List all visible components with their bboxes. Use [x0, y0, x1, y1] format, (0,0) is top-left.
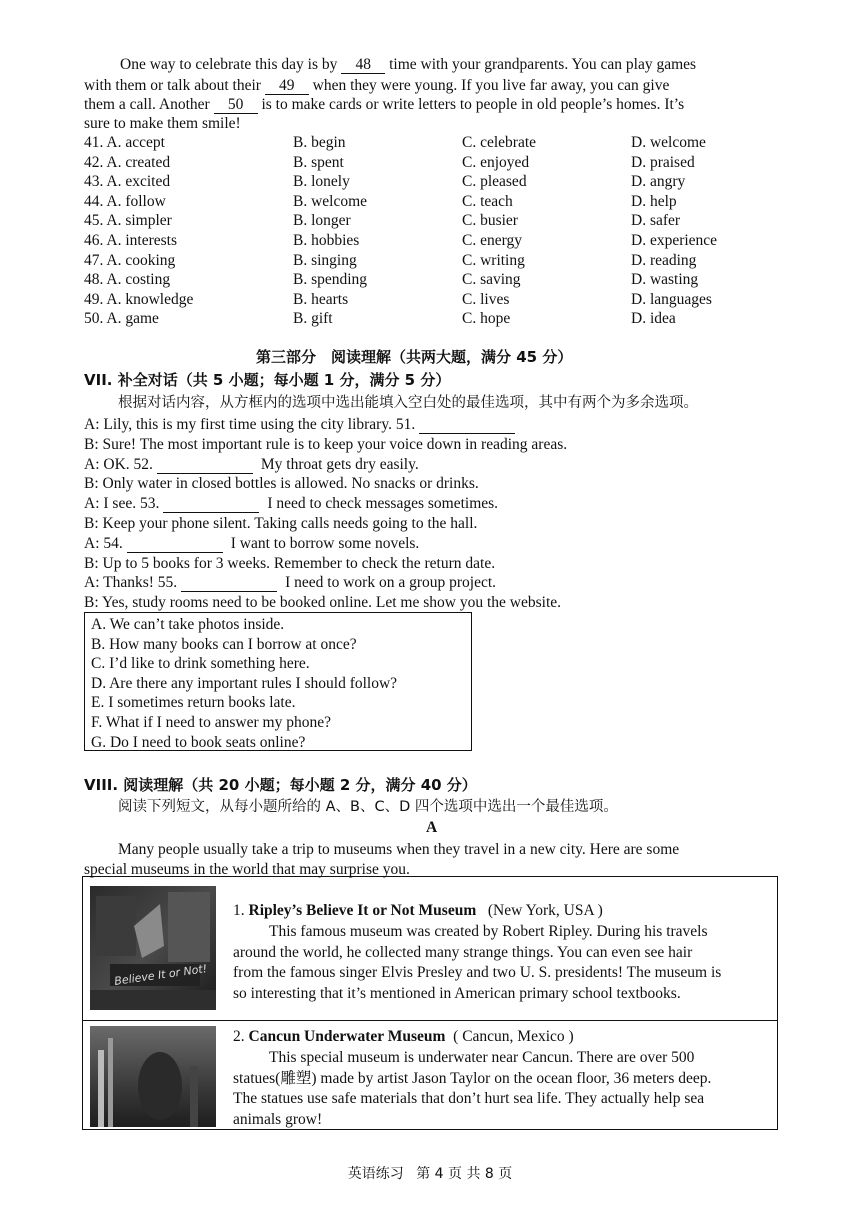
museum-1-text-line: from the famous singer Elvis Presley and two U. S. presidents! The museum is [233, 964, 722, 981]
dialogue-line: A: Lily, this is my first time using the city library. 51. [84, 415, 523, 435]
museum-1-text-line: around the world, he collected many strange things. You can even see hair [233, 943, 693, 961]
passage-line-4: sure to make them smile! [84, 115, 241, 132]
cloze-option: D. experience [631, 232, 718, 249]
dialogue-line: A: OK. 52. My throat gets dry easily. [84, 455, 419, 473]
cloze-option: B. hobbies [293, 232, 360, 249]
cloze-option: D. safer [631, 212, 681, 230]
cloze-option: B. spending [293, 271, 368, 289]
blank-49: 49 [265, 77, 309, 95]
cloze-option: C. enjoyed [462, 153, 530, 171]
museum-1-text-line: so interesting that it’s mentioned in American primary school textbooks. [233, 984, 681, 1002]
cloze-option: B. singing [293, 251, 357, 269]
ripley-sign-text: Believe It or Not! [113, 962, 208, 988]
museum-row-ripley [83, 877, 777, 1020]
cloze-option: C. teach [462, 192, 513, 210]
cloze-option: D. welcome [631, 134, 706, 151]
reading-intro-line-1: Many people usually take a trip to museums when they travel in a new city. Here are some [118, 841, 680, 858]
reading-intro-line-2: special museums in the world that may surprise you. [84, 861, 410, 878]
dialogue-line: B: Only water in closed bottles is allowed. No snacks or drinks. [84, 475, 479, 493]
museum-2-text-line: statues(雕塑) made by artist Jason Taylor on the ocean floor, 36 meters deep. [233, 1069, 712, 1087]
museum-2-text-line: The statues use safe materials that don’t hurt sea life. They actually help sea [233, 1090, 705, 1107]
cloze-option: D. reading [631, 251, 697, 269]
cloze-option: D. angry [631, 173, 686, 191]
passage-label: A [426, 819, 438, 836]
section8-instruction: 阅读下列短文，从每小题所给的 A、B、C、D 四个选项中选出一个最佳选项。 [118, 799, 618, 815]
dialogue-option: D. Are there any important rules I should follow? [91, 674, 398, 692]
cloze-option: 49. A. knowledge [84, 290, 194, 308]
part3-title: 第三部分 阅读理解（共两大题，满分 45 分） [256, 348, 573, 366]
cloze-option: B. hearts [293, 290, 349, 308]
museum-1-text-line: This famous museum was created by Robert Ripley. During his travels [269, 923, 708, 940]
dialogue-line: B: Keep your phone silent. Taking calls needs going to the hall. [84, 515, 478, 532]
section7-title: VII. 补全对话（共 5 小题；每小题 1 分，满分 5 分） [84, 371, 451, 389]
answer-blank[interactable] [163, 495, 259, 513]
dialogue-line: A: I see. 53. I need to check messages sometimes. [84, 495, 499, 513]
ripley-photo [90, 886, 216, 1010]
cloze-option: B. welcome [293, 192, 368, 210]
dialogue-line: B: Yes, study rooms need to be booked online. Let me show you the website. [84, 594, 562, 612]
section7-instruction: 根据对话内容，从方框内的选项中选出能填入空白处的最佳选项，其中有两个为多余选项。 [118, 395, 698, 411]
cloze-option: 47. A. cooking [84, 251, 176, 269]
dialogue-option: A. We can’t take photos inside. [91, 616, 285, 633]
footer-subject: 英语练习 [347, 1166, 404, 1182]
cloze-option: D. languages [631, 290, 712, 308]
cloze-option: B. lonely [293, 173, 350, 191]
cloze-option: 41. A. accept [84, 134, 165, 151]
dialogue-options-box [84, 612, 472, 751]
footer-page: 第 4 页 共 8 页 [416, 1166, 513, 1182]
museum-1-title: 1. Ripley’s Believe It or Not Museum (New York, USA ) [233, 902, 603, 919]
dialogue-option: G. Do I need to book seats online? [91, 733, 306, 751]
blank-48: 48 [341, 56, 385, 74]
cloze-option: C. lives [462, 290, 510, 308]
cloze-option: D. idea [631, 310, 676, 328]
dialogue-line: A: Thanks! 55. I need to work on a group project. [84, 574, 497, 592]
dialogue-option: E. I sometimes return books late. [91, 694, 296, 712]
cloze-option: D. help [631, 192, 677, 210]
blank-50: 50 [214, 96, 258, 114]
dialogue-option: B. How many books can I borrow at once? [91, 635, 357, 653]
cloze-option: B. spent [293, 153, 344, 171]
cloze-option: C. saving [462, 271, 521, 289]
section8-title: VIII. 阅读理解（共 20 小题；每小题 2 分，满分 40 分） [84, 776, 477, 794]
cloze-option: B. gift [293, 310, 333, 328]
museum-2-text-line: This special museum is underwater near Cancun. There are over 500 [269, 1049, 695, 1066]
dialogue-line: B: Sure! The most important rule is to keep your voice down in reading areas. [84, 435, 568, 453]
museum-2-title: 2. Cancun Underwater Museum ( Cancun, Mexico ) [233, 1028, 574, 1045]
passage-line-3: them a call. Another 50 is to make cards or write letters to people in old people’s homes. It’s [84, 96, 685, 113]
cloze-option: D. wasting [631, 271, 699, 289]
cloze-option: C. busier [462, 212, 518, 230]
cloze-option: C. energy [462, 232, 522, 249]
cloze-option: 42. A. created [84, 153, 171, 171]
cloze-option: 48. A. costing [84, 271, 171, 289]
museum-2-text-line: animals grow! [233, 1110, 323, 1128]
museum-table [82, 876, 778, 1130]
cloze-option: C. celebrate [462, 134, 537, 151]
cloze-option: B. longer [293, 212, 351, 230]
answer-blank[interactable] [127, 535, 223, 553]
passage-line-2: with them or talk about their 49 when they were young. If you live far away, you can give [84, 77, 670, 94]
answer-blank[interactable] [419, 416, 515, 434]
dialogue-line: B: Up to 5 books for 3 weeks. Remember to check the return date. [84, 554, 496, 572]
dialogue-option: C. I’d like to drink something here. [91, 655, 310, 673]
cloze-option: 50. A. game [84, 310, 159, 328]
cloze-option: C. hope [462, 310, 511, 328]
page-footer [0, 1163, 860, 1183]
cloze-option: C. writing [462, 251, 525, 269]
dialogue-option: F. What if I need to answer my phone? [91, 714, 331, 731]
cancun-photo [90, 1026, 216, 1127]
cloze-option: 45. A. simpler [84, 212, 172, 230]
museum-row-cancun [83, 1020, 777, 1129]
cloze-option: 46. A. interests [84, 232, 177, 249]
cloze-option: C. pleased [462, 173, 527, 191]
cloze-option: 43. A. excited [84, 173, 171, 191]
cloze-option: D. praised [631, 153, 695, 171]
cloze-option: 44. A. follow [84, 192, 166, 210]
passage-line-1: One way to celebrate this day is by 48 time with your grandparents. You can play games [120, 56, 697, 73]
cloze-option: B. begin [293, 134, 346, 151]
answer-blank[interactable] [157, 456, 253, 474]
answer-blank[interactable] [181, 574, 277, 592]
dialogue-line: A: 54. I want to borrow some novels. [84, 534, 420, 552]
